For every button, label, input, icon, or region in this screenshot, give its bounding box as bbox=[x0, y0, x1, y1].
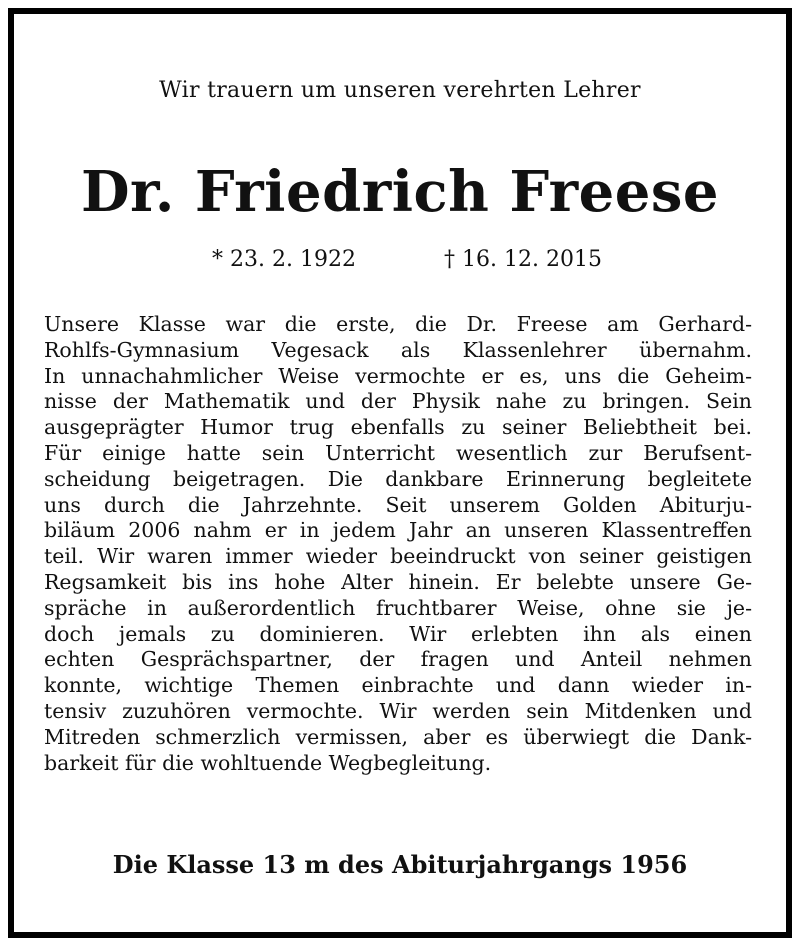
tribute-line: doch jemals zu dominieren. Wir erlebten ihn als einen bbox=[44, 621, 752, 646]
tribute-line: teil. Wir waren immer wieder beeindruckt von seiner geistigen bbox=[44, 544, 752, 569]
tribute-line: spräche in außerordentlich fruchtbarer Weise, ohne sie je- bbox=[44, 595, 752, 620]
tribute-line: In unnachahmlicher Weise vermochte er es, uns die Geheim- bbox=[44, 363, 752, 388]
tribute-line: Regsamkeit bis ins hohe Alter hinein. Er belebte unsere Ge- bbox=[44, 569, 752, 594]
tribute-line: nisse der Mathematik und der Physik nahe zu bringen. Sein bbox=[44, 389, 752, 414]
tribute-line: barkeit für die wohltuende Wegbegleitung. bbox=[44, 750, 492, 775]
tribute-line: Mitreden schmerzlich vermissen, aber es überwiegt die Dank- bbox=[44, 724, 752, 749]
death-date: † 16. 12. 2015 bbox=[444, 247, 602, 272]
life-dates bbox=[14, 247, 786, 277]
tribute-text bbox=[44, 312, 752, 776]
signature-line: Die Klasse 13 m des Abiturjahrgangs 1956 bbox=[112, 850, 688, 879]
tribute-line: tensiv zuzuhören vermochte. Wir werden sein Mitdenken und bbox=[44, 698, 752, 723]
intro-line: Wir trauern um unseren verehrten Lehrer bbox=[159, 78, 641, 103]
tribute-line: ausgeprägter Humor trug ebenfalls zu seiner Beliebtheit bei. bbox=[44, 415, 752, 440]
tribute-line: uns durch die Jahrzehnte. Seit unserem Golden Abiturju- bbox=[44, 492, 752, 517]
tribute-line: Unsere Klasse war die erste, die Dr. Freese am Gerhard- bbox=[44, 312, 752, 336]
birth-date: * 23. 2. 1922 bbox=[212, 247, 356, 272]
tribute-line: scheidung beigetragen. Die dankbare Erinnerung begleitete bbox=[44, 466, 752, 491]
tribute-line: echten Gesprächspartner, der fragen und Anteil nehmen bbox=[44, 647, 752, 672]
obituary-frame bbox=[8, 8, 792, 938]
tribute-line: Für einige hatte sein Unterricht wesentlich zur Berufsent- bbox=[44, 440, 752, 465]
tribute-line: Rohlfs-Gymnasium Vegesack als Klassenlehrer übernahm. bbox=[44, 337, 752, 362]
deceased-name: Dr. Friedrich Freese bbox=[80, 159, 720, 225]
tribute-line: konnte, wichtige Themen einbrachte und dann wieder in- bbox=[44, 673, 752, 698]
tribute-line: biläum 2006 nahm er in jedem Jahr an unseren Klassentreffen bbox=[44, 518, 752, 543]
